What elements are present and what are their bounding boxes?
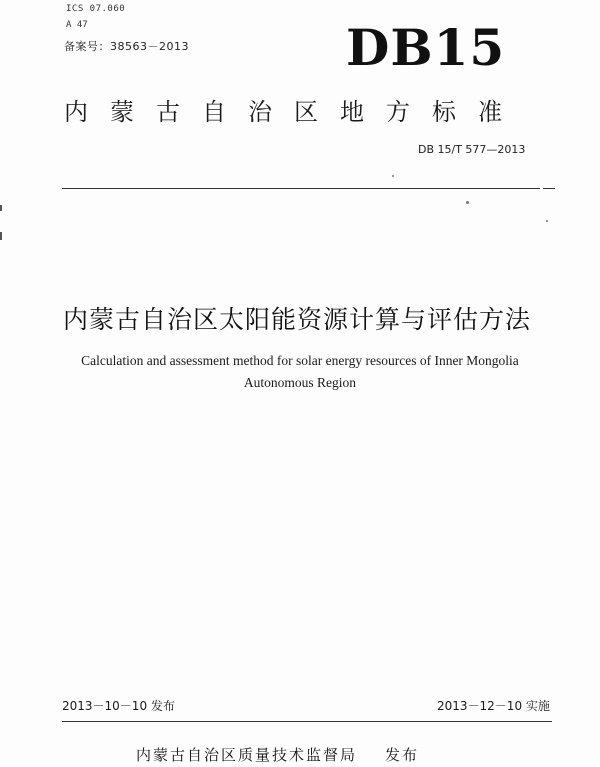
ics-code: ICS 07.060 [66, 4, 126, 14]
issue-date: 2013－10－10 发布 [62, 699, 175, 713]
scan-artifact [0, 232, 2, 240]
header-divider [62, 188, 540, 189]
issuer-action: 发布 [385, 746, 420, 764]
filing-number: 备案号：38563－2013 [64, 40, 189, 53]
standard-number: DB 15/T 577—2013 [418, 143, 526, 156]
scan-speck [392, 175, 394, 177]
footer-divider [62, 721, 552, 722]
standard-type-heading: 内蒙古自治区地方标准 [64, 98, 524, 126]
scan-artifact [0, 205, 2, 211]
scan-speck [546, 220, 548, 222]
standard-code-logo: DB15 [346, 18, 506, 77]
implementation-date: 2013－12－10 实施 [437, 699, 550, 713]
issuer-name: 内蒙古自治区质量技术监督局 [136, 746, 358, 764]
issuer-line [136, 744, 419, 765]
ccs-code: A 47 [66, 20, 88, 30]
header-divider-tick [543, 188, 555, 189]
document-title-chinese: 内蒙古自治区太阳能资源计算与评估方法 [63, 305, 532, 334]
scan-speck [466, 201, 469, 204]
document-title-english: Calculation and assessment method for solar energy resources of Inner Mongolia Autonomous Region [81, 353, 519, 390]
